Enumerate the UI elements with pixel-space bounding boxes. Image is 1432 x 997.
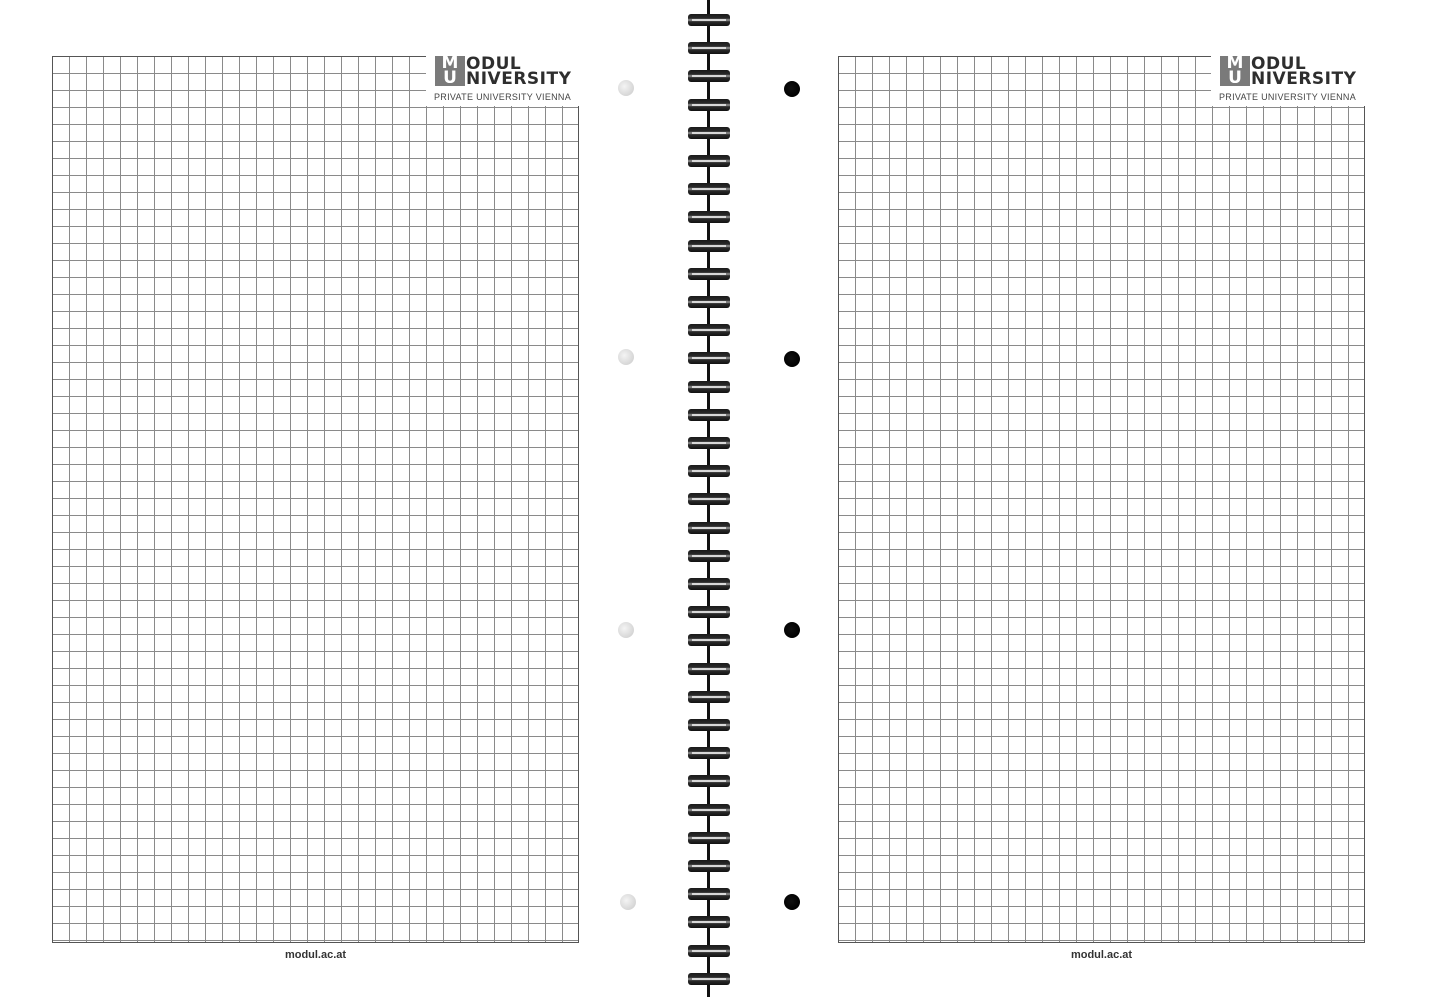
spiral-ring (688, 804, 730, 816)
footer-url: modul.ac.at (284, 949, 347, 961)
spiral-ring (688, 14, 730, 26)
spiral-ring (688, 888, 730, 900)
punch-hole (618, 349, 634, 365)
spiral-ring (688, 719, 730, 731)
logo-tagline: PRIVATE UNIVERSITY VIENNA (434, 92, 572, 102)
punch-hole (618, 622, 634, 638)
logo-mark-m: M (441, 53, 459, 73)
spiral-ring (688, 775, 730, 787)
spiral-ring (688, 860, 730, 872)
logo-word-modul: ODUL (1251, 54, 1307, 74)
spiral-ring (688, 381, 730, 393)
spiral-ring (688, 437, 730, 449)
spiral-ring (688, 465, 730, 477)
logo-mark (435, 53, 465, 88)
spiral-ring (688, 522, 730, 534)
spiral-ring (688, 409, 730, 421)
logo-tagline: PRIVATE UNIVERSITY VIENNA (1219, 92, 1357, 102)
spiral-ring (688, 945, 730, 957)
spiral-ring (688, 550, 730, 562)
logo-mark-m: M (1226, 53, 1244, 73)
punch-hole (784, 622, 800, 638)
grid-paper (52, 53, 579, 943)
right-page (778, 0, 1432, 997)
university-logo (426, 53, 580, 106)
spiral-ring (688, 578, 730, 590)
logo-mark (1220, 53, 1250, 88)
left-page (0, 0, 665, 997)
grid-paper (838, 53, 1365, 943)
punch-hole (784, 81, 800, 97)
logo-word-modul: ODUL (466, 54, 522, 74)
spiral-ring (688, 663, 730, 675)
footer-url: modul.ac.at (1070, 949, 1133, 961)
logo-word-university: NIVERSITY (466, 69, 572, 89)
spiral-ring (688, 211, 730, 223)
spiral-ring (688, 493, 730, 505)
spiral-ring (688, 832, 730, 844)
logo-word-university: NIVERSITY (1251, 69, 1357, 89)
spiral-ring (688, 973, 730, 985)
spiral-ring (688, 352, 730, 364)
punch-hole (784, 351, 800, 367)
logo-mark-u: U (443, 68, 457, 88)
punch-hole (618, 80, 634, 96)
spiral-ring (688, 296, 730, 308)
spiral-ring (688, 240, 730, 252)
spiral-ring (688, 70, 730, 82)
spiral-ring (688, 324, 730, 336)
logo-mark-u: U (1228, 68, 1242, 88)
spiral-ring (688, 606, 730, 618)
university-logo (1211, 53, 1365, 106)
spiral-ring (688, 747, 730, 759)
spiral-ring (688, 268, 730, 280)
spiral-ring (688, 155, 730, 167)
spiral-ring (688, 634, 730, 646)
spiral-ring (688, 127, 730, 139)
punch-hole (784, 894, 800, 910)
punch-hole (620, 894, 636, 910)
spiral-ring (688, 42, 730, 54)
spiral-ring (688, 99, 730, 111)
spiral-ring (688, 916, 730, 928)
spiral-ring (688, 691, 730, 703)
spiral-ring (688, 183, 730, 195)
